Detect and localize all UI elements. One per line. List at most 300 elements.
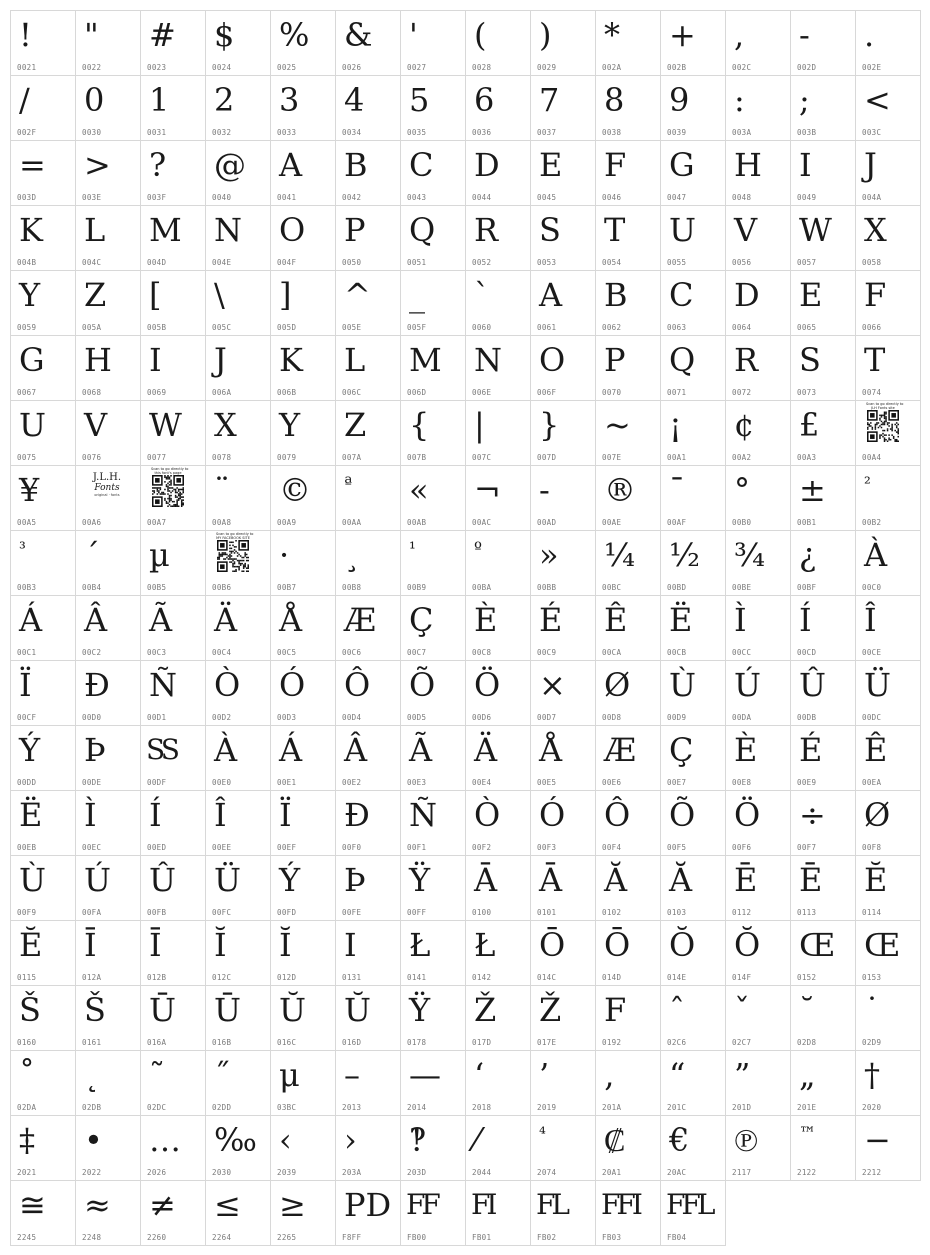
glyph-code: 00E1 — [277, 778, 297, 787]
glyph-char: ‰ — [214, 1121, 257, 1159]
glyph-code: 0034 — [342, 128, 362, 137]
glyph-code: 0059 — [17, 323, 37, 332]
glyph-cell — [531, 466, 596, 531]
glyph-code: 02C6 — [667, 1038, 687, 1047]
glyph-cell — [661, 726, 726, 791]
glyph-char: ' — [409, 16, 418, 54]
glyph-code: 0040 — [212, 193, 232, 202]
glyph-cell — [661, 206, 726, 271]
glyph-char: P — [604, 341, 626, 379]
glyph-cell — [791, 726, 856, 791]
glyph-code: 2117 — [732, 1168, 752, 1177]
glyph-char: Š — [84, 991, 106, 1029]
glyph-char: É — [799, 731, 823, 769]
glyph-code: 00F5 — [667, 843, 687, 852]
glyph-cell — [206, 1051, 271, 1116]
glyph-cell — [336, 726, 401, 791]
glyph-cell — [466, 206, 531, 271]
glyph-char: ≠ — [149, 1186, 176, 1224]
glyph-cell — [856, 141, 921, 206]
glyph-code: 0103 — [667, 908, 687, 917]
glyph-code: 00AE — [602, 518, 622, 527]
qr-code-icon — [152, 475, 184, 507]
glyph-char: # — [149, 16, 176, 54]
glyph-code: 00BF — [797, 583, 817, 592]
glyph-code: 016D — [342, 1038, 362, 1047]
glyph-char: É — [539, 601, 563, 639]
glyph-code: FB03 — [602, 1233, 622, 1242]
glyph-code: 00A8 — [212, 518, 232, 527]
glyph-code: 0101 — [537, 908, 557, 917]
glyph-char: Y — [279, 406, 301, 444]
glyph-cell — [11, 986, 76, 1051]
glyph-cell — [661, 11, 726, 76]
glyph-char: . — [864, 16, 875, 54]
glyph-cell — [791, 1116, 856, 1181]
glyph-char: ¡ — [669, 406, 682, 444]
glyph-cell — [76, 76, 141, 141]
glyph-code: 0067 — [17, 388, 37, 397]
glyph-cell — [856, 856, 921, 921]
glyph-code: 2245 — [17, 1233, 37, 1242]
glyph-code: 00AA — [342, 518, 362, 527]
glyph-char: A — [279, 146, 303, 184]
glyph-char: E — [799, 276, 823, 314]
glyph-char: W — [799, 211, 832, 249]
glyph-cell — [726, 401, 791, 466]
glyph-char: FFL — [666, 1188, 712, 1221]
glyph-code: 00C1 — [17, 648, 37, 657]
glyph-cell — [401, 11, 466, 76]
glyph-char: | — [474, 406, 485, 444]
glyph-char: Þ — [84, 731, 106, 769]
glyph-cell — [466, 791, 531, 856]
glyph-code: 00FE — [342, 908, 362, 917]
glyph-cell — [141, 1051, 206, 1116]
glyph-char: … — [149, 1121, 181, 1159]
glyph-cell — [856, 661, 921, 726]
glyph-cell — [271, 466, 336, 531]
glyph-char: Ü — [214, 861, 241, 899]
glyph-char: U — [669, 211, 696, 249]
glyph-cell — [596, 791, 661, 856]
glyph-char: Ĭ — [279, 926, 292, 964]
glyph-cell — [856, 791, 921, 856]
glyph-cell — [336, 791, 401, 856]
glyph-char: ‚ — [604, 1056, 615, 1094]
glyph-code: 2039 — [277, 1168, 297, 1177]
glyph-cell — [206, 1116, 271, 1181]
glyph-cell — [401, 76, 466, 141]
glyph-code: 014F — [732, 973, 752, 982]
qr-caption: Scan to go directly to — [216, 532, 254, 536]
glyph-cell — [791, 141, 856, 206]
glyph-cell — [531, 1116, 596, 1181]
glyph-cell — [76, 271, 141, 336]
glyph-code: 00E9 — [797, 778, 817, 787]
glyph-code: 00CA — [602, 648, 622, 657]
glyph-code: 0046 — [602, 193, 622, 202]
glyph-cell — [661, 1116, 726, 1181]
glyph-code: 2014 — [407, 1103, 427, 1112]
glyph-cell — [856, 76, 921, 141]
glyph-char: Z — [344, 406, 367, 444]
glyph-cell — [531, 11, 596, 76]
glyph-cell — [141, 401, 206, 466]
glyph-cell — [76, 1051, 141, 1116]
glyph-cell — [531, 76, 596, 141]
glyph-char: [ — [149, 276, 162, 314]
glyph-code: 00B0 — [732, 518, 752, 527]
glyph-cell — [401, 466, 466, 531]
glyph-code: 00BB — [537, 583, 557, 592]
glyph-code: 0153 — [862, 973, 882, 982]
glyph-cell — [531, 206, 596, 271]
glyph-char: Ÿ — [409, 991, 431, 1029]
glyph-cell — [726, 531, 791, 596]
glyph-char: ´ — [84, 536, 100, 574]
glyph-char: Ë — [19, 796, 43, 834]
glyph-cell — [596, 921, 661, 986]
glyph-cell — [531, 791, 596, 856]
glyph-code: 2030 — [212, 1168, 232, 1177]
glyph-cell — [791, 596, 856, 661]
glyph-code: 00EA — [862, 778, 882, 787]
glyph-code: 012B — [147, 973, 167, 982]
glyph-char: J — [214, 341, 227, 379]
glyph-code: 00F2 — [472, 843, 492, 852]
glyph-char: ≤ — [214, 1186, 241, 1224]
glyph-cell — [596, 856, 661, 921]
glyph-char: Œ — [864, 926, 901, 964]
glyph-code: 00F8 — [862, 843, 882, 852]
glyph-code: 00E3 — [407, 778, 427, 787]
glyph-char: 3 — [279, 81, 300, 119]
glyph-char: º — [474, 539, 482, 559]
glyph-code: 004D — [147, 258, 167, 267]
glyph-cell — [856, 1051, 921, 1116]
glyph-cell — [596, 531, 661, 596]
glyph-code: 201A — [602, 1103, 622, 1112]
glyph-cell — [206, 661, 271, 726]
glyph-code: 00C8 — [472, 648, 492, 657]
glyph-cell — [791, 531, 856, 596]
glyph-char: Ă — [604, 861, 628, 899]
glyph-char: - — [539, 471, 550, 509]
glyph-cell — [661, 531, 726, 596]
glyph-code: 0023 — [147, 63, 167, 72]
glyph-cell — [336, 11, 401, 76]
glyph-code: 02D8 — [797, 1038, 817, 1047]
glyph-char: $ — [214, 16, 235, 54]
glyph-cell — [336, 856, 401, 921]
glyph-cell — [206, 1181, 271, 1246]
glyph-char: ? — [149, 146, 167, 184]
glyph-char: Ē — [799, 861, 823, 899]
glyph-cell — [466, 661, 531, 726]
glyph-code: 00B7 — [277, 583, 297, 592]
glyph-code: 0079 — [277, 453, 297, 462]
glyph-char: F — [604, 146, 627, 184]
glyph-char: ( — [474, 16, 487, 54]
glyph-cell — [271, 141, 336, 206]
glyph-cell — [11, 1051, 76, 1116]
glyph-cell — [11, 11, 76, 76]
glyph-code: F8FF — [342, 1233, 362, 1242]
glyph-cell — [466, 76, 531, 141]
glyph-code: 0073 — [797, 388, 817, 397]
glyph-code: 003F — [147, 193, 167, 202]
glyph-code: 0076 — [82, 453, 102, 462]
glyph-code: 012C — [212, 973, 232, 982]
qr-code — [151, 467, 189, 507]
glyph-cell — [336, 986, 401, 1051]
glyph-char: – — [344, 1056, 360, 1094]
glyph-cell — [11, 856, 76, 921]
glyph-code: 00C0 — [862, 583, 882, 592]
glyph-code: 005F — [407, 323, 427, 332]
glyph-char: \ — [214, 276, 225, 314]
glyph-cell — [206, 791, 271, 856]
glyph-code: 004F — [277, 258, 297, 267]
glyph-char: Ł — [409, 926, 431, 964]
glyph-char: Ł — [474, 926, 496, 964]
glyph-cell — [401, 856, 466, 921]
glyph-cell — [271, 986, 336, 1051]
glyph-char: Á — [19, 601, 43, 639]
glyph-code: 0039 — [667, 128, 687, 137]
glyph-code: 0142 — [472, 973, 492, 982]
glyph-cell — [76, 401, 141, 466]
glyph-code: 0025 — [277, 63, 297, 72]
glyph-code: 00DA — [732, 713, 752, 722]
glyph-code: 00D1 — [147, 713, 167, 722]
glyph-code: 00A1 — [667, 453, 687, 462]
glyph-code: 00CD — [797, 648, 817, 657]
glyph-cell — [141, 1181, 206, 1246]
glyph-char: 5 — [409, 81, 430, 119]
glyph-code: 014D — [602, 973, 622, 982]
glyph-code: 006A — [212, 388, 232, 397]
glyph-char: Ē — [734, 861, 758, 899]
glyph-code: 00CE — [862, 648, 882, 657]
glyph-char: Ŏ — [734, 926, 761, 964]
glyph-cell — [401, 921, 466, 986]
glyph-code: 00B6 — [212, 583, 232, 592]
glyph-cell — [596, 1051, 661, 1116]
glyph-code: 00F3 — [537, 843, 557, 852]
glyph-code: 006B — [277, 388, 297, 397]
glyph-cell — [596, 986, 661, 1051]
glyph-code: 0021 — [17, 63, 37, 72]
glyph-code: 0063 — [667, 323, 687, 332]
glyph-code: 0055 — [667, 258, 687, 267]
glyph-code: FB04 — [667, 1233, 687, 1242]
glyph-char: I — [344, 926, 357, 964]
glyph-cell — [466, 986, 531, 1051]
glyph-cell — [726, 986, 791, 1051]
glyph-code: 00ED — [147, 843, 167, 852]
glyph-code: 0112 — [732, 908, 752, 917]
glyph-char: ½ — [669, 536, 701, 574]
glyph-cell — [596, 401, 661, 466]
glyph-code: 005D — [277, 323, 297, 332]
glyph-char: Ã — [149, 601, 173, 639]
glyph-char: & — [344, 16, 373, 54]
glyph-code: 0032 — [212, 128, 232, 137]
glyph-char: 4 — [344, 81, 365, 119]
glyph-code: 00A6 — [82, 518, 102, 527]
glyph-char: ` — [474, 276, 490, 314]
glyph-char: Q — [409, 211, 436, 249]
glyph-char: Q — [669, 341, 696, 379]
glyph-code: 014E — [667, 973, 687, 982]
glyph-char: ⁴ — [539, 1124, 546, 1144]
glyph-code: 0069 — [147, 388, 167, 397]
glyph-char: µ — [149, 536, 170, 574]
qr-caption-2: this font's page — [154, 471, 182, 475]
glyph-char: * — [604, 16, 620, 54]
glyph-cell — [11, 596, 76, 661]
glyph-char: ¥ — [19, 471, 40, 509]
glyph-char: V — [734, 211, 758, 249]
glyph-char: Z — [84, 276, 107, 314]
qr-code — [216, 532, 254, 572]
glyph-char: P — [344, 211, 366, 249]
glyph-char: SS — [146, 733, 176, 766]
glyph-code: 00FF — [407, 908, 427, 917]
glyph-cell — [206, 76, 271, 141]
glyph-code: 0070 — [602, 388, 622, 397]
glyph-cell — [336, 466, 401, 531]
glyph-code: 00A2 — [732, 453, 752, 462]
glyph-code: 2074 — [537, 1168, 557, 1177]
glyph-code: 002D — [797, 63, 817, 72]
glyph-cell — [11, 1116, 76, 1181]
glyph-code: 016C — [277, 1038, 297, 1047]
glyph-char: Ž — [539, 991, 562, 1029]
glyph-cell — [531, 921, 596, 986]
glyph-cell — [466, 726, 531, 791]
glyph-cell — [141, 1116, 206, 1181]
glyph-code: 002A — [602, 63, 622, 72]
glyph-char: ⁄ — [474, 1121, 480, 1159]
glyph-cell — [11, 206, 76, 271]
glyph-code: 004A — [862, 193, 882, 202]
glyph-cell — [531, 1051, 596, 1116]
glyph-cell — [791, 336, 856, 401]
glyph-cell — [661, 336, 726, 401]
glyph-char: Õ — [409, 666, 436, 704]
glyph-char: Ä — [214, 601, 238, 639]
glyph-char: Ó — [539, 796, 566, 834]
glyph-char: S — [799, 341, 821, 379]
glyph-code: 0074 — [862, 388, 882, 397]
glyph-cell — [856, 206, 921, 271]
glyph-char: È — [734, 731, 758, 769]
glyph-code: 003C — [862, 128, 882, 137]
glyph-char: Ă — [669, 861, 693, 899]
glyph-code: 0049 — [797, 193, 817, 202]
glyph-code: 00CC — [732, 648, 752, 657]
glyph-char: Ù — [19, 861, 46, 899]
glyph-code: 00D8 — [602, 713, 622, 722]
glyph-code: 0044 — [472, 193, 492, 202]
glyph-cell — [336, 1116, 401, 1181]
glyph-char: / — [19, 81, 30, 119]
glyph-code: 0037 — [537, 128, 557, 137]
glyph-cell — [141, 986, 206, 1051]
glyph-cell — [596, 596, 661, 661]
glyph-char: Ó — [279, 666, 306, 704]
glyph-cell — [271, 271, 336, 336]
glyph-char: Ô — [344, 666, 371, 704]
glyph-cell — [271, 336, 336, 401]
glyph-char: À — [864, 536, 888, 574]
glyph-code: 00C4 — [212, 648, 232, 657]
glyph-cell — [336, 141, 401, 206]
glyph-char: Ō — [539, 926, 566, 964]
glyph-code: 02D9 — [862, 1038, 882, 1047]
glyph-cell — [726, 466, 791, 531]
glyph-char: F — [604, 991, 627, 1029]
glyph-code: 00CB — [667, 648, 687, 657]
glyph-cell — [271, 401, 336, 466]
glyph-code: 00F1 — [407, 843, 427, 852]
glyph-code: 2122 — [797, 1168, 817, 1177]
glyph-char: ÷ — [799, 796, 826, 834]
glyph-cell — [466, 336, 531, 401]
glyph-char: 0 — [84, 81, 105, 119]
glyph-char: ₡ — [604, 1121, 626, 1159]
glyph-cell — [11, 401, 76, 466]
glyph-cell — [466, 1051, 531, 1116]
glyph-char: U — [19, 406, 46, 444]
glyph-cell — [466, 401, 531, 466]
glyph-char: Ì — [734, 601, 747, 639]
glyph-char: G — [669, 146, 695, 184]
glyph-cell — [271, 921, 336, 986]
glyph-char: : — [734, 81, 745, 119]
glyph-code: 00D7 — [537, 713, 557, 722]
glyph-char: Š — [19, 991, 41, 1029]
glyph-char: Ā — [474, 861, 498, 899]
glyph-cell — [596, 11, 661, 76]
glyph-code: 00B5 — [147, 583, 167, 592]
glyph-char: Đ — [344, 796, 370, 834]
glyph-char: Ê — [864, 731, 888, 769]
glyph-char: Ü — [864, 666, 891, 704]
glyph-char: S — [539, 211, 561, 249]
glyph-cell — [336, 921, 401, 986]
glyph-char: Đ — [84, 666, 110, 704]
glyph-cell — [76, 466, 141, 531]
glyph-code: FB01 — [472, 1233, 492, 1242]
glyph-char: Û — [149, 861, 176, 899]
glyph-code: 00DB — [797, 713, 817, 722]
glyph-cell — [11, 661, 76, 726]
glyph-char: μ — [279, 1056, 300, 1094]
glyph-cell — [596, 726, 661, 791]
glyph-char: ˇ — [734, 991, 750, 1029]
glyph-char: ‘ — [474, 1056, 485, 1094]
glyph-code: 00B8 — [342, 583, 362, 592]
glyph-code: 00B1 — [797, 518, 817, 527]
glyph-cell — [401, 1116, 466, 1181]
glyph-code: 016A — [147, 1038, 167, 1047]
glyph-cell — [206, 596, 271, 661]
glyph-cell — [661, 1181, 726, 1246]
